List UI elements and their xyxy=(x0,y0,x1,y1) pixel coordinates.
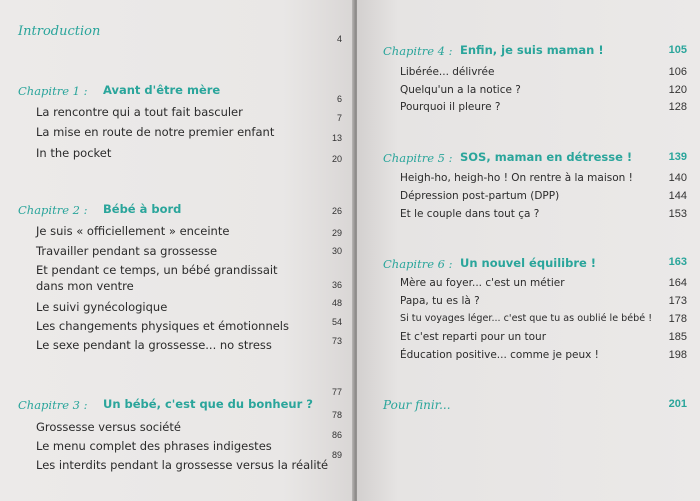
toc-entry-page: 178 xyxy=(668,313,687,325)
toc-entry: Et pendant ce temps, un bébé grandissait xyxy=(36,263,278,277)
chapter-5-label: Chapitre 5 : xyxy=(383,151,453,165)
toc-entry-page: 173 xyxy=(668,295,687,307)
chapter-3-label: Chapitre 3 : xyxy=(18,398,88,412)
toc-entry: Les changements physiques et émotionnels xyxy=(36,319,289,333)
toc-entry: In the pocket xyxy=(36,146,112,160)
toc-entry-page: 185 xyxy=(668,331,687,343)
toc-entry-page: 54 xyxy=(331,317,342,327)
chapter-2-title: Bébé à bord xyxy=(103,202,182,216)
chapter-1-title: Avant d'être mère xyxy=(103,83,221,97)
chapter-1-page: 6 xyxy=(336,94,342,104)
intro-title: Introduction xyxy=(18,24,101,39)
chapter-3-page: 77 xyxy=(331,387,342,397)
outro-page: 201 xyxy=(668,398,687,410)
toc-entry: Mère au foyer... c'est un métier xyxy=(400,277,565,289)
toc-entry: Éducation positive... comme je peux ! xyxy=(400,349,599,361)
toc-entry: Papa, tu es là ? xyxy=(400,295,480,307)
toc-entry: Si tu voyages léger... c'est que tu as oublié le bébé ! xyxy=(400,313,653,324)
toc-entry-page: 89 xyxy=(331,450,342,460)
toc-entry-page: 144 xyxy=(668,190,687,202)
toc-entry-page: 13 xyxy=(331,133,342,143)
toc-entry: La rencontre qui a tout fait basculer xyxy=(36,105,243,119)
chapter-2-page: 26 xyxy=(331,206,342,216)
toc-entry-page: 128 xyxy=(668,101,687,113)
chapter-5-title: SOS, maman en détresse ! xyxy=(460,150,633,164)
outro-title: Pour finir... xyxy=(383,398,451,412)
toc-entry-page: 29 xyxy=(331,228,342,238)
toc-entry-page: 36 xyxy=(331,280,342,290)
toc-entry-page: 30 xyxy=(331,246,342,256)
toc-entry-page: 153 xyxy=(668,208,687,220)
toc-entry-page: 164 xyxy=(668,277,687,289)
toc-entry: Heigh-ho, heigh-ho ! On rentre à la maison ! xyxy=(400,172,633,184)
toc-entry: Les interdits pendant la grossesse versus la réalité xyxy=(36,458,329,472)
chapter-2-label: Chapitre 2 : xyxy=(18,203,88,217)
toc-entry: Libérée... délivrée xyxy=(400,66,495,78)
toc-entry: Le sexe pendant la grossesse... no stress xyxy=(36,338,272,352)
toc-entry-page: 73 xyxy=(331,336,342,346)
toc-entry-page: 198 xyxy=(668,349,687,361)
toc-entry-page: 48 xyxy=(331,298,342,308)
toc-entry: Le menu complet des phrases indigestes xyxy=(36,439,272,453)
toc-entry-page: 20 xyxy=(331,154,342,164)
intro-page: 4 xyxy=(336,34,342,44)
toc-entry: Je suis « officiellement » enceinte xyxy=(36,224,230,238)
toc-entry: Le suivi gynécologique xyxy=(36,300,168,314)
toc-entry-page: 140 xyxy=(668,172,687,184)
toc-entry-continued: dans mon ventre xyxy=(36,279,134,293)
toc-entry: Grossesse versus société xyxy=(36,420,181,434)
chapter-6-title: Un nouvel équilibre ! xyxy=(460,256,597,270)
chapter-6-page: 163 xyxy=(668,256,687,268)
chapter-4-page: 105 xyxy=(668,44,687,56)
toc-entry-page: 86 xyxy=(331,430,342,440)
toc-entry: Et le couple dans tout ça ? xyxy=(400,208,540,220)
toc-entry-page: 7 xyxy=(336,113,342,123)
chapter-4-title: Enfin, je suis maman ! xyxy=(460,43,604,57)
toc-entry-page: 78 xyxy=(331,410,342,420)
chapter-6-label: Chapitre 6 : xyxy=(383,257,453,271)
chapter-3-title: Un bébé, c'est que du bonheur ? xyxy=(103,397,313,411)
toc-entry: Quelqu'un a la notice ? xyxy=(400,84,521,96)
toc-entry: Dépression post-partum (DPP) xyxy=(400,190,560,202)
toc-entry-page: 106 xyxy=(668,66,687,78)
toc-entry: Et c'est reparti pour un tour xyxy=(400,331,547,343)
toc-entry: Pourquoi il pleure ? xyxy=(400,101,501,113)
chapter-4-label: Chapitre 4 : xyxy=(383,44,453,58)
toc-entry-page: 120 xyxy=(668,84,687,96)
toc-entry: Travailler pendant sa grossesse xyxy=(36,244,218,258)
right-page xyxy=(357,0,700,501)
chapter-5-page: 139 xyxy=(668,151,687,163)
toc-entry: La mise en route de notre premier enfant xyxy=(36,125,275,139)
chapter-1-label: Chapitre 1 : xyxy=(18,84,88,98)
